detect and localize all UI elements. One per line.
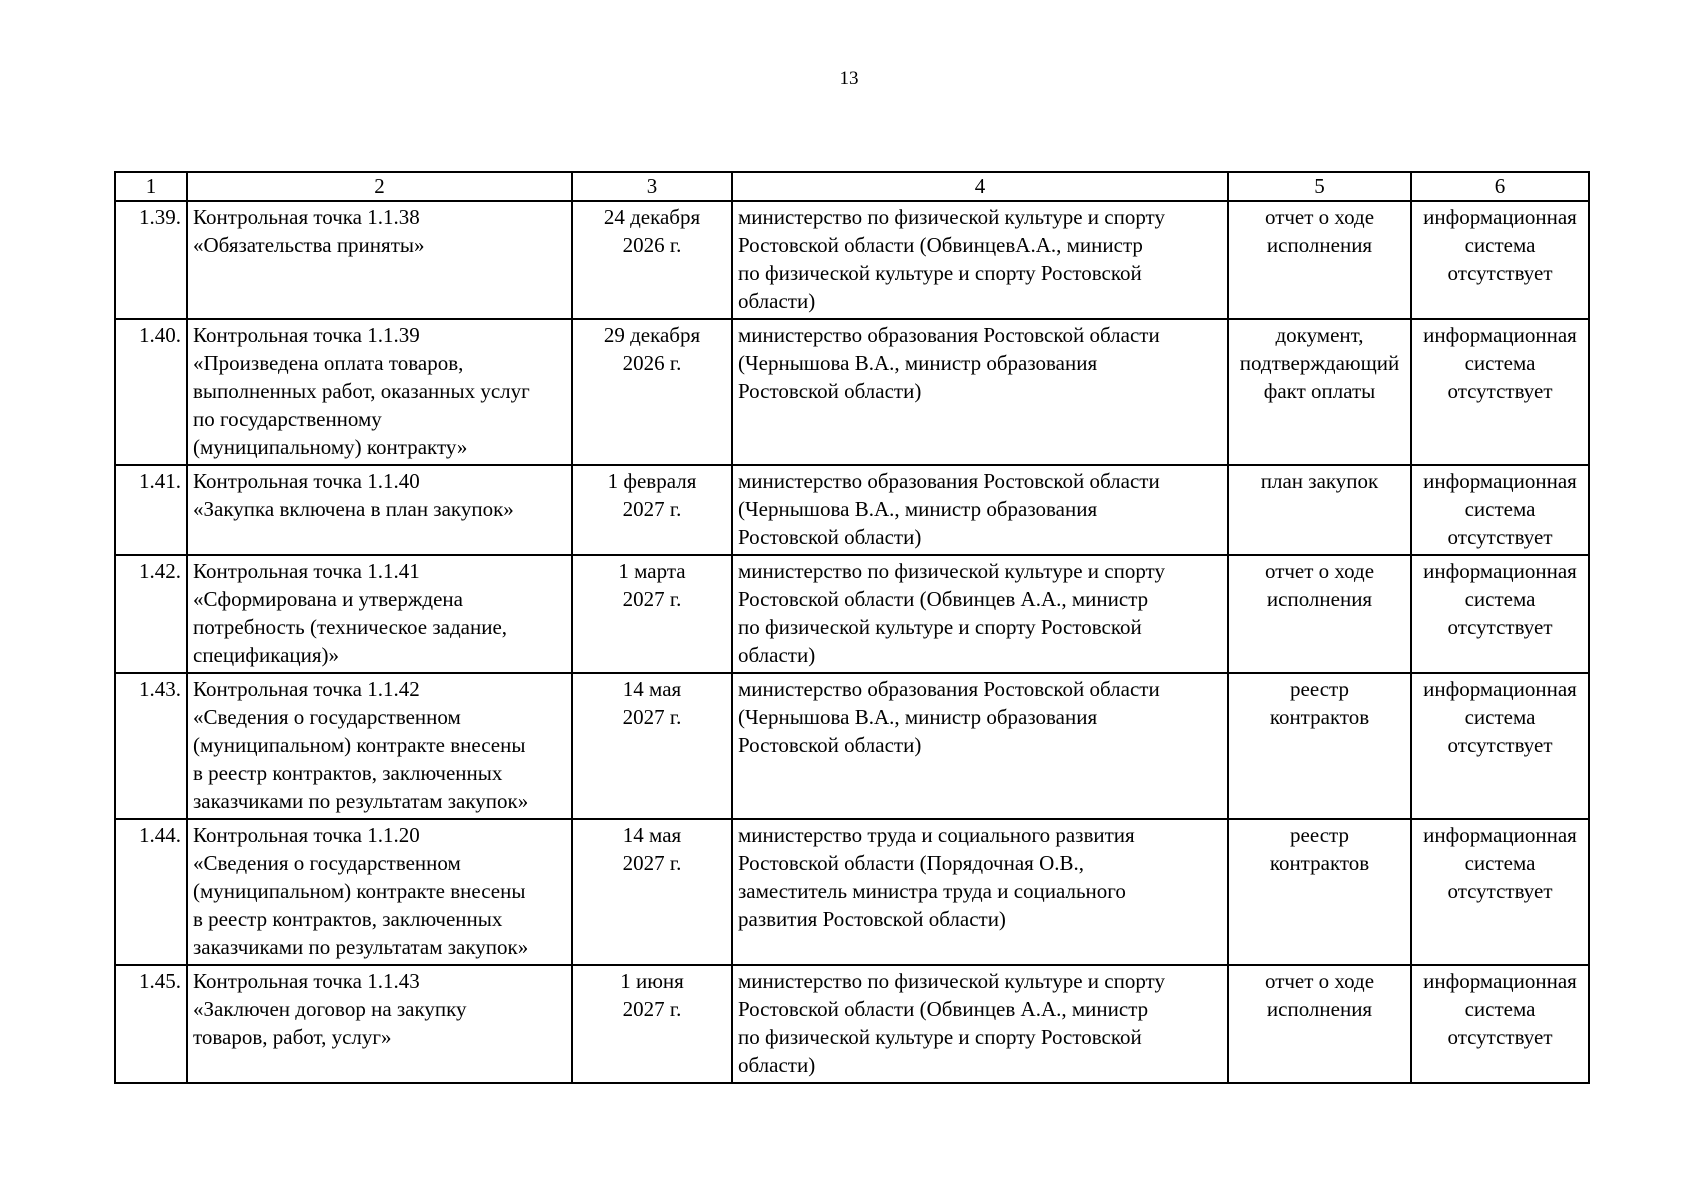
date-line: 2027 г. (622, 497, 682, 521)
information-system-line: информационная (1423, 469, 1577, 493)
date-cell (572, 201, 732, 319)
responsible-line: Ростовской области (Порядочная О.В., (738, 851, 1084, 875)
table-row (115, 465, 1589, 555)
table-row (115, 819, 1589, 965)
information-system-line: отсутствует (1447, 879, 1553, 903)
document-cell (1228, 555, 1411, 673)
information-system-cell (1411, 465, 1589, 555)
responsible-cell (732, 319, 1228, 465)
responsible-line: Ростовской области (Обвинцев А.А., министр (738, 587, 1149, 611)
document-line: факт оплаты (1263, 379, 1376, 403)
column-header-1: 1 (115, 172, 187, 201)
table-row (115, 201, 1589, 319)
control-point-line: Контрольная точка 1.1.43 (193, 969, 420, 993)
table-row (115, 965, 1589, 1083)
document-line: документ, (1275, 323, 1364, 347)
control-point-line: по государственному (193, 407, 382, 431)
information-system-line: информационная (1423, 969, 1577, 993)
responsible-line: (Чернышова В.А., министр образования (738, 705, 1098, 729)
date-cell (572, 673, 732, 819)
information-system-line: информационная (1423, 559, 1577, 583)
information-system-line: система (1464, 997, 1536, 1021)
information-system-line: отсутствует (1447, 733, 1553, 757)
document-cell (1228, 319, 1411, 465)
column-header-2: 2 (187, 172, 572, 201)
document-cell (1228, 465, 1411, 555)
responsible-line: развития Ростовской области) (738, 907, 1006, 931)
table-row (115, 673, 1589, 819)
row-number: 1.39. (115, 201, 187, 319)
document-line: отчет о ходе (1264, 969, 1375, 993)
responsible-line: области) (738, 289, 816, 313)
date-line: 1 марта (618, 559, 686, 583)
control-point-line: «Обязательства приняты» (193, 233, 425, 257)
information-system-line: отсутствует (1447, 1025, 1553, 1049)
date-line: 14 мая (622, 823, 682, 847)
document-line: контрактов (1269, 705, 1370, 729)
document-line: отчет о ходе (1264, 205, 1375, 229)
information-system-cell (1411, 673, 1589, 819)
date-cell (572, 555, 732, 673)
information-system-cell (1411, 819, 1589, 965)
control-point-line: Контрольная точка 1.1.38 (193, 205, 420, 229)
information-system-line: система (1464, 497, 1536, 521)
control-point-line: (муниципальному) контракту» (193, 435, 468, 459)
responsible-line: министерство образования Ростовской области (738, 469, 1160, 493)
header-row (115, 172, 1589, 201)
document-line: исполнения (1266, 997, 1373, 1021)
control-point-line: товаров, работ, услуг» (193, 1025, 392, 1049)
document-line: контрактов (1269, 851, 1370, 875)
responsible-line: области) (738, 1053, 816, 1077)
control-point-line: (муниципальном) контракте внесены (193, 879, 526, 903)
document-cell (1228, 819, 1411, 965)
information-system-line: информационная (1423, 823, 1577, 847)
control-points-table (114, 171, 1590, 1084)
responsible-line: по физической культуре и спорту Ростовской (738, 261, 1142, 285)
control-point-line: в реестр контрактов, заключенных (193, 761, 503, 785)
control-point-line: Контрольная точка 1.1.39 (193, 323, 420, 347)
control-point-cell (187, 555, 572, 673)
control-point-cell (187, 819, 572, 965)
document-line: отчет о ходе (1264, 559, 1375, 583)
table-row (115, 555, 1589, 673)
information-system-line: система (1464, 587, 1536, 611)
information-system-line: система (1464, 351, 1536, 375)
information-system-line: информационная (1423, 677, 1577, 701)
document-line: реестр (1290, 677, 1349, 701)
row-number: 1.44. (115, 819, 187, 965)
responsible-cell (732, 555, 1228, 673)
control-point-line: «Закупка включена в план закупок» (193, 497, 514, 521)
date-line: 1 февраля (607, 469, 697, 493)
information-system-line: информационная (1423, 323, 1577, 347)
responsible-cell (732, 201, 1228, 319)
control-point-line: «Произведена оплата товаров, (193, 351, 464, 375)
information-system-cell (1411, 555, 1589, 673)
information-system-cell (1411, 319, 1589, 465)
responsible-line: (Чернышова В.А., министр образования (738, 497, 1098, 521)
control-point-line: Контрольная точка 1.1.40 (193, 469, 420, 493)
row-number: 1.41. (115, 465, 187, 555)
document-line: подтверждающий (1239, 351, 1400, 375)
control-point-line: Контрольная точка 1.1.42 (193, 677, 420, 701)
date-line: 2026 г. (622, 351, 682, 375)
row-number: 1.43. (115, 673, 187, 819)
responsible-line: министерство труда и социального развития (738, 823, 1135, 847)
responsible-line: Ростовской области (ОбвинцевА.А., министр (738, 233, 1143, 257)
document-cell (1228, 965, 1411, 1083)
information-system-line: система (1464, 851, 1536, 875)
control-point-line: заказчиками по результатам закупок» (193, 935, 529, 959)
document-line: исполнения (1266, 233, 1373, 257)
row-number: 1.40. (115, 319, 187, 465)
date-line: 2027 г. (622, 587, 682, 611)
control-point-cell (187, 673, 572, 819)
date-cell (572, 319, 732, 465)
control-point-cell (187, 465, 572, 555)
date-line: 29 декабря (603, 323, 701, 347)
row-number: 1.45. (115, 965, 187, 1083)
responsible-line: заместитель министра труда и социального (738, 879, 1126, 903)
responsible-line: по физической культуре и спорту Ростовской (738, 615, 1142, 639)
responsible-cell (732, 673, 1228, 819)
document-line: план закупок (1260, 469, 1379, 493)
responsible-line: министерство по физической культуре и спорту (738, 969, 1165, 993)
date-line: 2027 г. (622, 705, 682, 729)
information-system-line: отсутствует (1447, 615, 1553, 639)
information-system-cell (1411, 201, 1589, 319)
date-line: 24 декабря (603, 205, 701, 229)
responsible-line: Ростовской области) (738, 525, 922, 549)
control-point-line: Контрольная точка 1.1.41 (193, 559, 420, 583)
control-point-line: «Сформирована и утверждена (193, 587, 463, 611)
document-line: реестр (1290, 823, 1349, 847)
control-point-line: «Заключен договор на закупку (193, 997, 467, 1021)
responsible-line: министерство по физической культуре и спорту (738, 205, 1165, 229)
control-point-line: (муниципальном) контракте внесены (193, 733, 526, 757)
page-number: 13 (839, 68, 859, 89)
responsible-line: министерство образования Ростовской области (738, 677, 1160, 701)
information-system-line: информационная (1423, 205, 1577, 229)
information-system-line: система (1464, 705, 1536, 729)
column-header-5: 5 (1228, 172, 1411, 201)
control-point-line: заказчиками по результатам закупок» (193, 789, 529, 813)
column-header-3: 3 (572, 172, 732, 201)
responsible-cell (732, 819, 1228, 965)
responsible-line: министерство по физической культуре и спорту (738, 559, 1165, 583)
control-point-line: потребность (техническое задание, (193, 615, 508, 639)
row-number: 1.42. (115, 555, 187, 673)
date-line: 2027 г. (622, 997, 682, 1021)
date-line: 1 июня (620, 969, 684, 993)
document-line: исполнения (1266, 587, 1373, 611)
information-system-line: отсутствует (1447, 379, 1553, 403)
date-line: 2027 г. (622, 851, 682, 875)
date-cell (572, 965, 732, 1083)
date-cell (572, 819, 732, 965)
control-point-line: в реестр контрактов, заключенных (193, 907, 503, 931)
control-point-line: Контрольная точка 1.1.20 (193, 823, 420, 847)
document-cell (1228, 673, 1411, 819)
control-point-line: «Сведения о государственном (193, 705, 461, 729)
control-point-cell (187, 201, 572, 319)
responsible-line: Ростовской области) (738, 733, 922, 757)
information-system-line: отсутствует (1447, 261, 1553, 285)
information-system-line: система (1464, 233, 1536, 257)
table-row (115, 319, 1589, 465)
control-point-line: спецификация)» (193, 643, 340, 667)
responsible-cell (732, 965, 1228, 1083)
responsible-line: по физической культуре и спорту Ростовской (738, 1025, 1142, 1049)
control-point-cell (187, 965, 572, 1083)
responsible-line: (Чернышова В.А., министр образования (738, 351, 1098, 375)
responsible-line: министерство образования Ростовской области (738, 323, 1160, 347)
date-cell (572, 465, 732, 555)
information-system-line: отсутствует (1447, 525, 1553, 549)
date-line: 2026 г. (622, 233, 682, 257)
responsible-line: Ростовской области (Обвинцев А.А., министр (738, 997, 1149, 1021)
document-cell (1228, 201, 1411, 319)
responsible-line: Ростовской области) (738, 379, 922, 403)
column-header-6: 6 (1411, 172, 1589, 201)
information-system-cell (1411, 965, 1589, 1083)
control-point-cell (187, 319, 572, 465)
control-point-line: «Сведения о государственном (193, 851, 461, 875)
column-header-4: 4 (732, 172, 1228, 201)
control-point-line: выполненных работ, оказанных услуг (193, 379, 530, 403)
date-line: 14 мая (622, 677, 682, 701)
responsible-line: области) (738, 643, 816, 667)
responsible-cell (732, 465, 1228, 555)
